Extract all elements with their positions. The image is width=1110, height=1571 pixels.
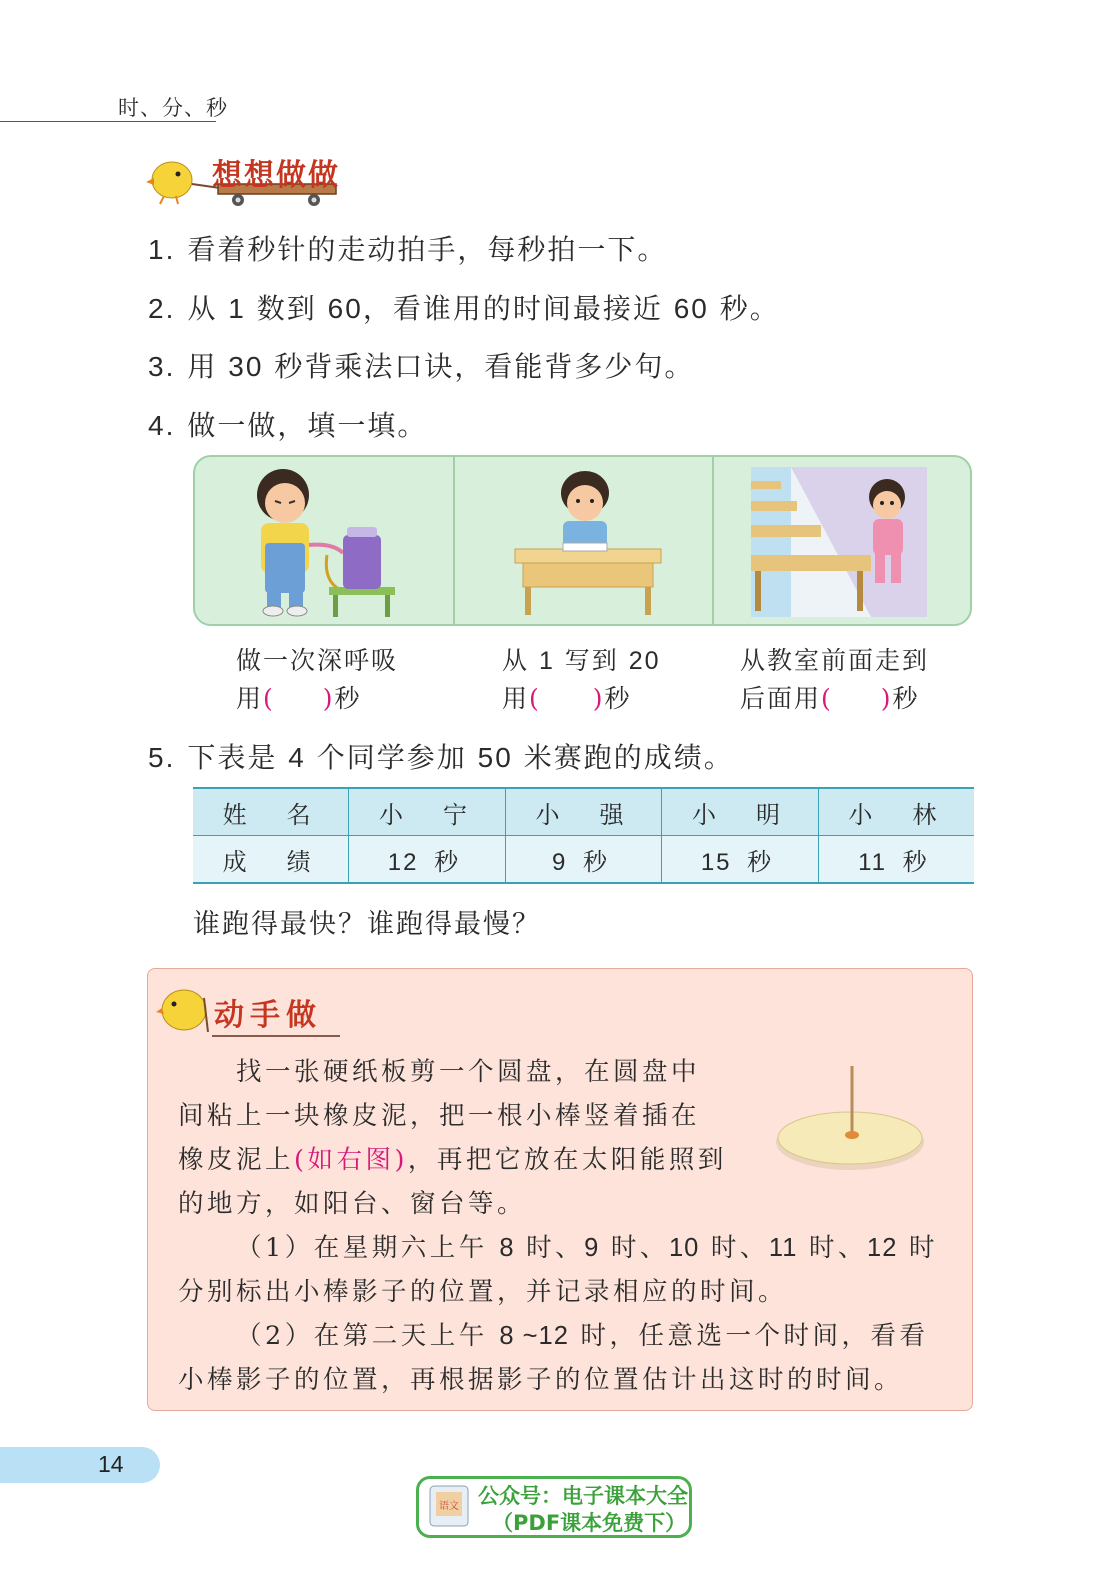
score-unit: 秒: [887, 847, 935, 876]
race-score-table: [193, 787, 974, 884]
girl-walking-classroom-illustration: [751, 467, 927, 617]
answer-paren: (: [263, 684, 275, 713]
page-number-tab: [0, 1447, 160, 1483]
score-unit: 秒: [567, 847, 615, 876]
table-header-cell: 小 明: [662, 788, 819, 836]
number: 11: [768, 1234, 798, 1262]
text: ，看谁用的时间最接近: [362, 292, 674, 325]
question-text: 做一做，填一填。: [187, 409, 428, 442]
text: （2）在第二天上午: [236, 1321, 500, 1351]
text: 时、: [699, 1233, 769, 1263]
activity-step-2: [236, 1316, 929, 1352]
panel-divider: [453, 457, 455, 624]
score-value: 9: [551, 848, 568, 876]
answer-paren: ): [322, 684, 335, 713]
title-underline: [212, 1035, 340, 1037]
text: 用: [236, 684, 264, 713]
number: 1: [538, 647, 555, 675]
activity-title: 动手做: [214, 998, 322, 1033]
text: 秒: [334, 684, 362, 713]
text: 写到: [554, 646, 629, 675]
illustration-panel: [193, 455, 972, 626]
text: 后面用: [740, 684, 822, 713]
number: 60: [673, 293, 709, 324]
question-number: 1.: [148, 234, 176, 265]
boy-breathing-illustration: [243, 463, 413, 621]
question-number: 4.: [148, 410, 176, 441]
caption-walking: [740, 642, 929, 718]
table-header-cell: 小 林: [818, 788, 974, 836]
score-value: 11: [858, 848, 888, 876]
text: 用: [187, 350, 229, 383]
panel-divider: [712, 457, 714, 624]
number: 8: [499, 1234, 515, 1262]
watermark-text: 公众号：电子课本大全: [478, 1484, 688, 1508]
text: 从: [187, 292, 229, 325]
activity-line: 分别标出小棒影子的位置，并记录相应的时间。: [178, 1277, 788, 1307]
text: 数到: [245, 292, 328, 325]
textbook-icon: [426, 1482, 472, 1532]
text: ，再把它放在太阳能照到: [407, 1145, 727, 1175]
boy-writing-illustration: [507, 463, 667, 621]
number: 12: [538, 1322, 569, 1350]
sundial-disk-illustration: [774, 1060, 930, 1178]
table-cell: [818, 836, 974, 884]
table-row-label: 成 绩: [193, 836, 349, 884]
table-cell: [505, 836, 662, 884]
chick-icon: [156, 984, 216, 1036]
activity-line: 找一张硬纸板剪一个圆盘，在圆盘中: [236, 1057, 701, 1087]
question-number: 2.: [148, 293, 176, 324]
text: 秒背乘法口诀，看能背多少句。: [263, 350, 695, 383]
figure-reference: (如右图): [294, 1145, 408, 1175]
answer-paren: (: [821, 684, 833, 713]
table-row: [193, 836, 974, 884]
number: 1: [228, 293, 246, 324]
number: 9: [584, 1234, 600, 1262]
question-5: [148, 736, 734, 776]
table-header-row: [193, 788, 974, 836]
text: 下表是: [187, 741, 289, 774]
text: 从: [502, 646, 539, 675]
question-4: [148, 404, 427, 444]
text: 秒。: [708, 292, 780, 325]
text: 时，任意选一个时间，看看: [568, 1321, 929, 1351]
caption-answer-line: [740, 680, 929, 718]
caption-line: 从教室前面走到: [740, 646, 930, 675]
text: 时、: [599, 1233, 669, 1263]
number: 20: [628, 647, 661, 675]
caption-line: 做一次深呼吸: [236, 646, 399, 675]
text: 米赛跑的成绩。: [512, 741, 734, 774]
text: 时: [897, 1233, 938, 1263]
text: 秒: [604, 684, 632, 713]
text: 橡皮泥上: [178, 1145, 295, 1175]
activity-line: [178, 1140, 727, 1176]
running-header: 时、分、秒: [118, 96, 228, 120]
question-3: [148, 345, 694, 385]
page-number: 14: [98, 1451, 124, 1477]
text: 时、: [797, 1233, 868, 1263]
watermark-text: （PDF课本免费下）: [492, 1511, 687, 1535]
number: 30: [228, 351, 264, 382]
answer-paren: ): [880, 684, 893, 713]
number: 60: [327, 293, 363, 324]
score-value: 12: [387, 848, 419, 876]
activity-line: 间粘上一块橡皮泥，把一根小棒竖着插在: [178, 1101, 701, 1131]
answer-paren: ): [592, 684, 605, 713]
caption-breathing: [236, 642, 398, 718]
text: （1）在星期六上午: [236, 1233, 500, 1263]
activity-line: 小棒影子的位置，再根据影子的位置估计出这时的时间。: [178, 1365, 904, 1395]
table-header-cell: 小 宁: [349, 788, 506, 836]
table-cell: [349, 836, 506, 884]
text: 时、: [514, 1233, 585, 1263]
caption-line: [502, 642, 661, 680]
number: 50: [477, 742, 513, 773]
question-2: [148, 287, 780, 327]
question-number: 3.: [148, 351, 176, 382]
score-unit: 秒: [731, 847, 780, 876]
text: 个同学参加: [305, 741, 478, 774]
caption-answer-line: [502, 680, 661, 718]
watermark-badge-label: 语文: [439, 1501, 459, 1512]
number: 12: [867, 1234, 898, 1262]
number: 10: [668, 1234, 700, 1262]
question-1: [148, 228, 667, 268]
caption-writing: [502, 642, 661, 718]
header-rule: [0, 121, 216, 122]
score-unit: 秒: [418, 847, 467, 876]
question-number: 5.: [148, 742, 176, 773]
table-header-cell: 姓 名: [193, 788, 349, 836]
table-header-cell: 小 强: [505, 788, 662, 836]
activity-step-1: [236, 1228, 938, 1264]
caption-answer-line: [236, 680, 398, 718]
text: 用: [502, 684, 530, 713]
question-5-followup: 谁跑得最快？谁跑得最慢？: [193, 909, 541, 940]
answer-paren: (: [529, 684, 541, 713]
question-text: 看着秒针的走动拍手，每秒拍一下。: [187, 233, 668, 266]
activity-line: 的地方，如阳台、窗台等。: [178, 1189, 527, 1219]
range-symbol: ~: [514, 1322, 539, 1350]
number: 4: [288, 742, 306, 773]
number: 8: [499, 1322, 515, 1350]
section-title: 想想做做: [212, 158, 340, 193]
table-cell: [662, 836, 819, 884]
score-value: 15: [700, 848, 732, 876]
text: 秒: [892, 684, 920, 713]
